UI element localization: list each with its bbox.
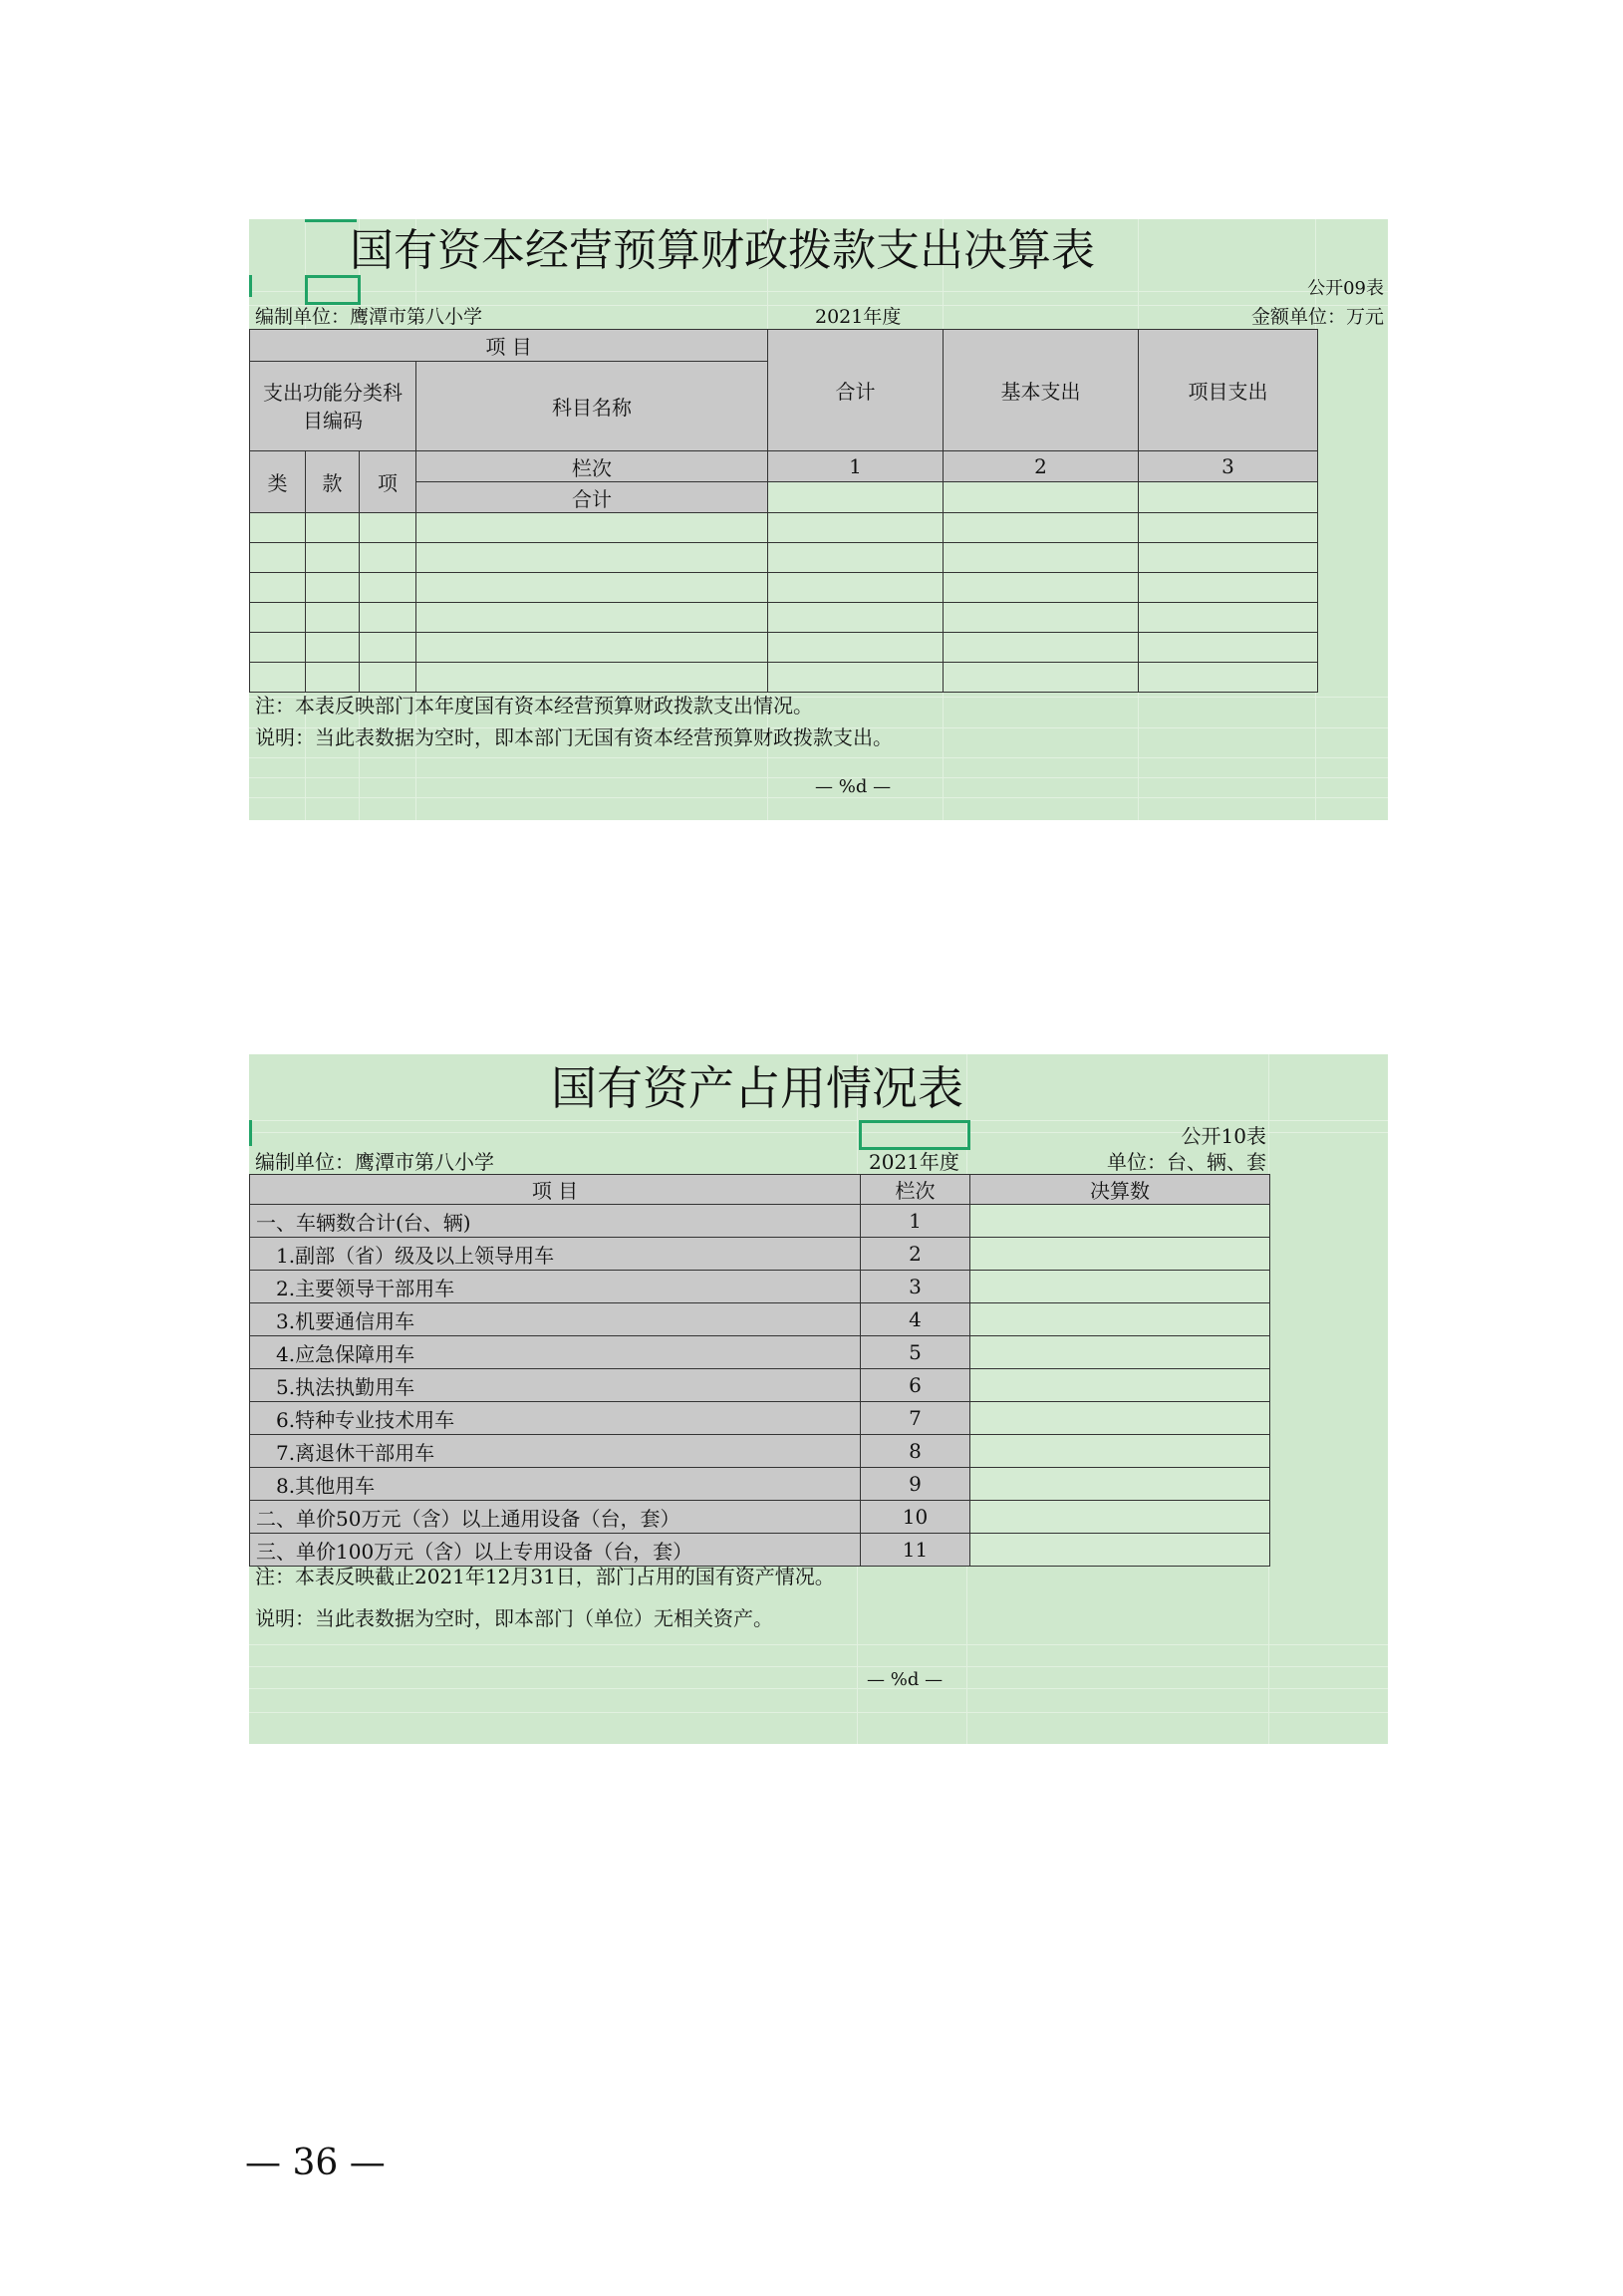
compiling-unit: 编制单位：鹰潭市第八小学	[255, 1150, 494, 1174]
header-column-number: 栏次	[861, 1175, 970, 1205]
column-number-1: 1	[768, 451, 944, 482]
table-09-grid	[249, 329, 1318, 693]
header-xiang: 项	[360, 451, 416, 513]
column-number-3: 3	[1139, 451, 1318, 482]
header-basic-expenditure: 基本支出	[944, 330, 1139, 451]
table-10-page-marker: — %d —	[867, 1669, 944, 1690]
table-row: 3.机要通信用车 4	[250, 1303, 1270, 1336]
total-project-cell[interactable]	[1139, 482, 1318, 513]
table-row: 二、单价50万元（含）以上通用设备（台，套） 10	[250, 1501, 1270, 1534]
table-row	[250, 663, 1318, 693]
header-total: 合计	[768, 330, 944, 451]
header-kuan: 款	[306, 451, 360, 513]
header-lei: 类	[250, 451, 306, 513]
header-column-number: 栏次	[416, 451, 768, 482]
selection-marker	[305, 219, 357, 222]
table-09-title: 国有资本经营预算财政拨款支出决算表	[350, 225, 1095, 276]
table-row: 1.副部（省）级及以上领导用车 2	[250, 1238, 1270, 1271]
table-10-grid	[249, 1174, 1270, 1567]
amount-unit: 金额单位：万元	[1250, 306, 1384, 328]
table-09-note: 注：本表反映部门本年度国有资本经营预算财政拨款支出情况。	[255, 694, 813, 718]
table-10-explanation: 说明：当此表数据为空时，即本部门（单位）无相关资产。	[255, 1606, 773, 1630]
row-marker	[249, 1120, 252, 1146]
column-number-2: 2	[944, 451, 1139, 482]
table-row	[250, 513, 1318, 543]
sheet-table-09	[249, 219, 1388, 820]
table-row: 6.特种专业技术用车 7	[250, 1402, 1270, 1435]
table-09-explanation: 说明：当此表数据为空时，即本部门无国有资本经营预算财政拨款支出。	[255, 725, 893, 749]
table-10-note: 注：本表反映截止2021年12月31日，部门占用的国有资产情况。	[255, 1565, 835, 1588]
table-row: 8.其他用车 9	[250, 1468, 1270, 1501]
compiling-unit: 编制单位：鹰潭市第八小学	[255, 306, 483, 328]
page-number: — 36 —	[245, 2143, 386, 2183]
header-project-expenditure: 项目支出	[1139, 330, 1318, 451]
header-function-code: 支出功能分类科目编码	[250, 362, 416, 451]
form-number: 公开10表	[1181, 1124, 1266, 1148]
row-total-label: 合计	[416, 482, 768, 513]
sheet-table-10	[249, 1054, 1388, 1744]
fiscal-year: 2021年度	[815, 306, 902, 328]
header-final-amount: 决算数	[970, 1175, 1270, 1205]
table-09-page-marker: — %d —	[815, 776, 892, 797]
total-basic-cell[interactable]	[944, 482, 1139, 513]
header-item: 项 目	[250, 330, 768, 362]
fiscal-year: 2021年度	[869, 1150, 959, 1174]
table-row	[250, 603, 1318, 633]
table-row: 2.主要领导干部用车 3	[250, 1271, 1270, 1303]
total-cell[interactable]	[768, 482, 944, 513]
selected-cell[interactable]	[859, 1120, 970, 1150]
header-subject-name: 科目名称	[416, 362, 768, 451]
amount-unit: 单位：台、辆、套	[1107, 1150, 1266, 1174]
table-row: 4.应急保障用车 5	[250, 1336, 1270, 1369]
table-row	[250, 573, 1318, 603]
form-number: 公开09表	[1307, 278, 1384, 299]
selected-cell[interactable]	[305, 275, 361, 305]
table-row	[250, 633, 1318, 663]
table-row	[250, 543, 1318, 573]
table-row: 5.执法执勤用车 6	[250, 1369, 1270, 1402]
table-row: 一、车辆数合计(台、辆) 1	[250, 1205, 1270, 1238]
table-10-title: 国有资产占用情况表	[551, 1061, 963, 1115]
header-item: 项 目	[250, 1175, 861, 1205]
table-row: 三、单价100万元（含）以上专用设备（台，套） 11	[250, 1534, 1270, 1567]
table-row: 7.离退休干部用车 8	[250, 1435, 1270, 1468]
